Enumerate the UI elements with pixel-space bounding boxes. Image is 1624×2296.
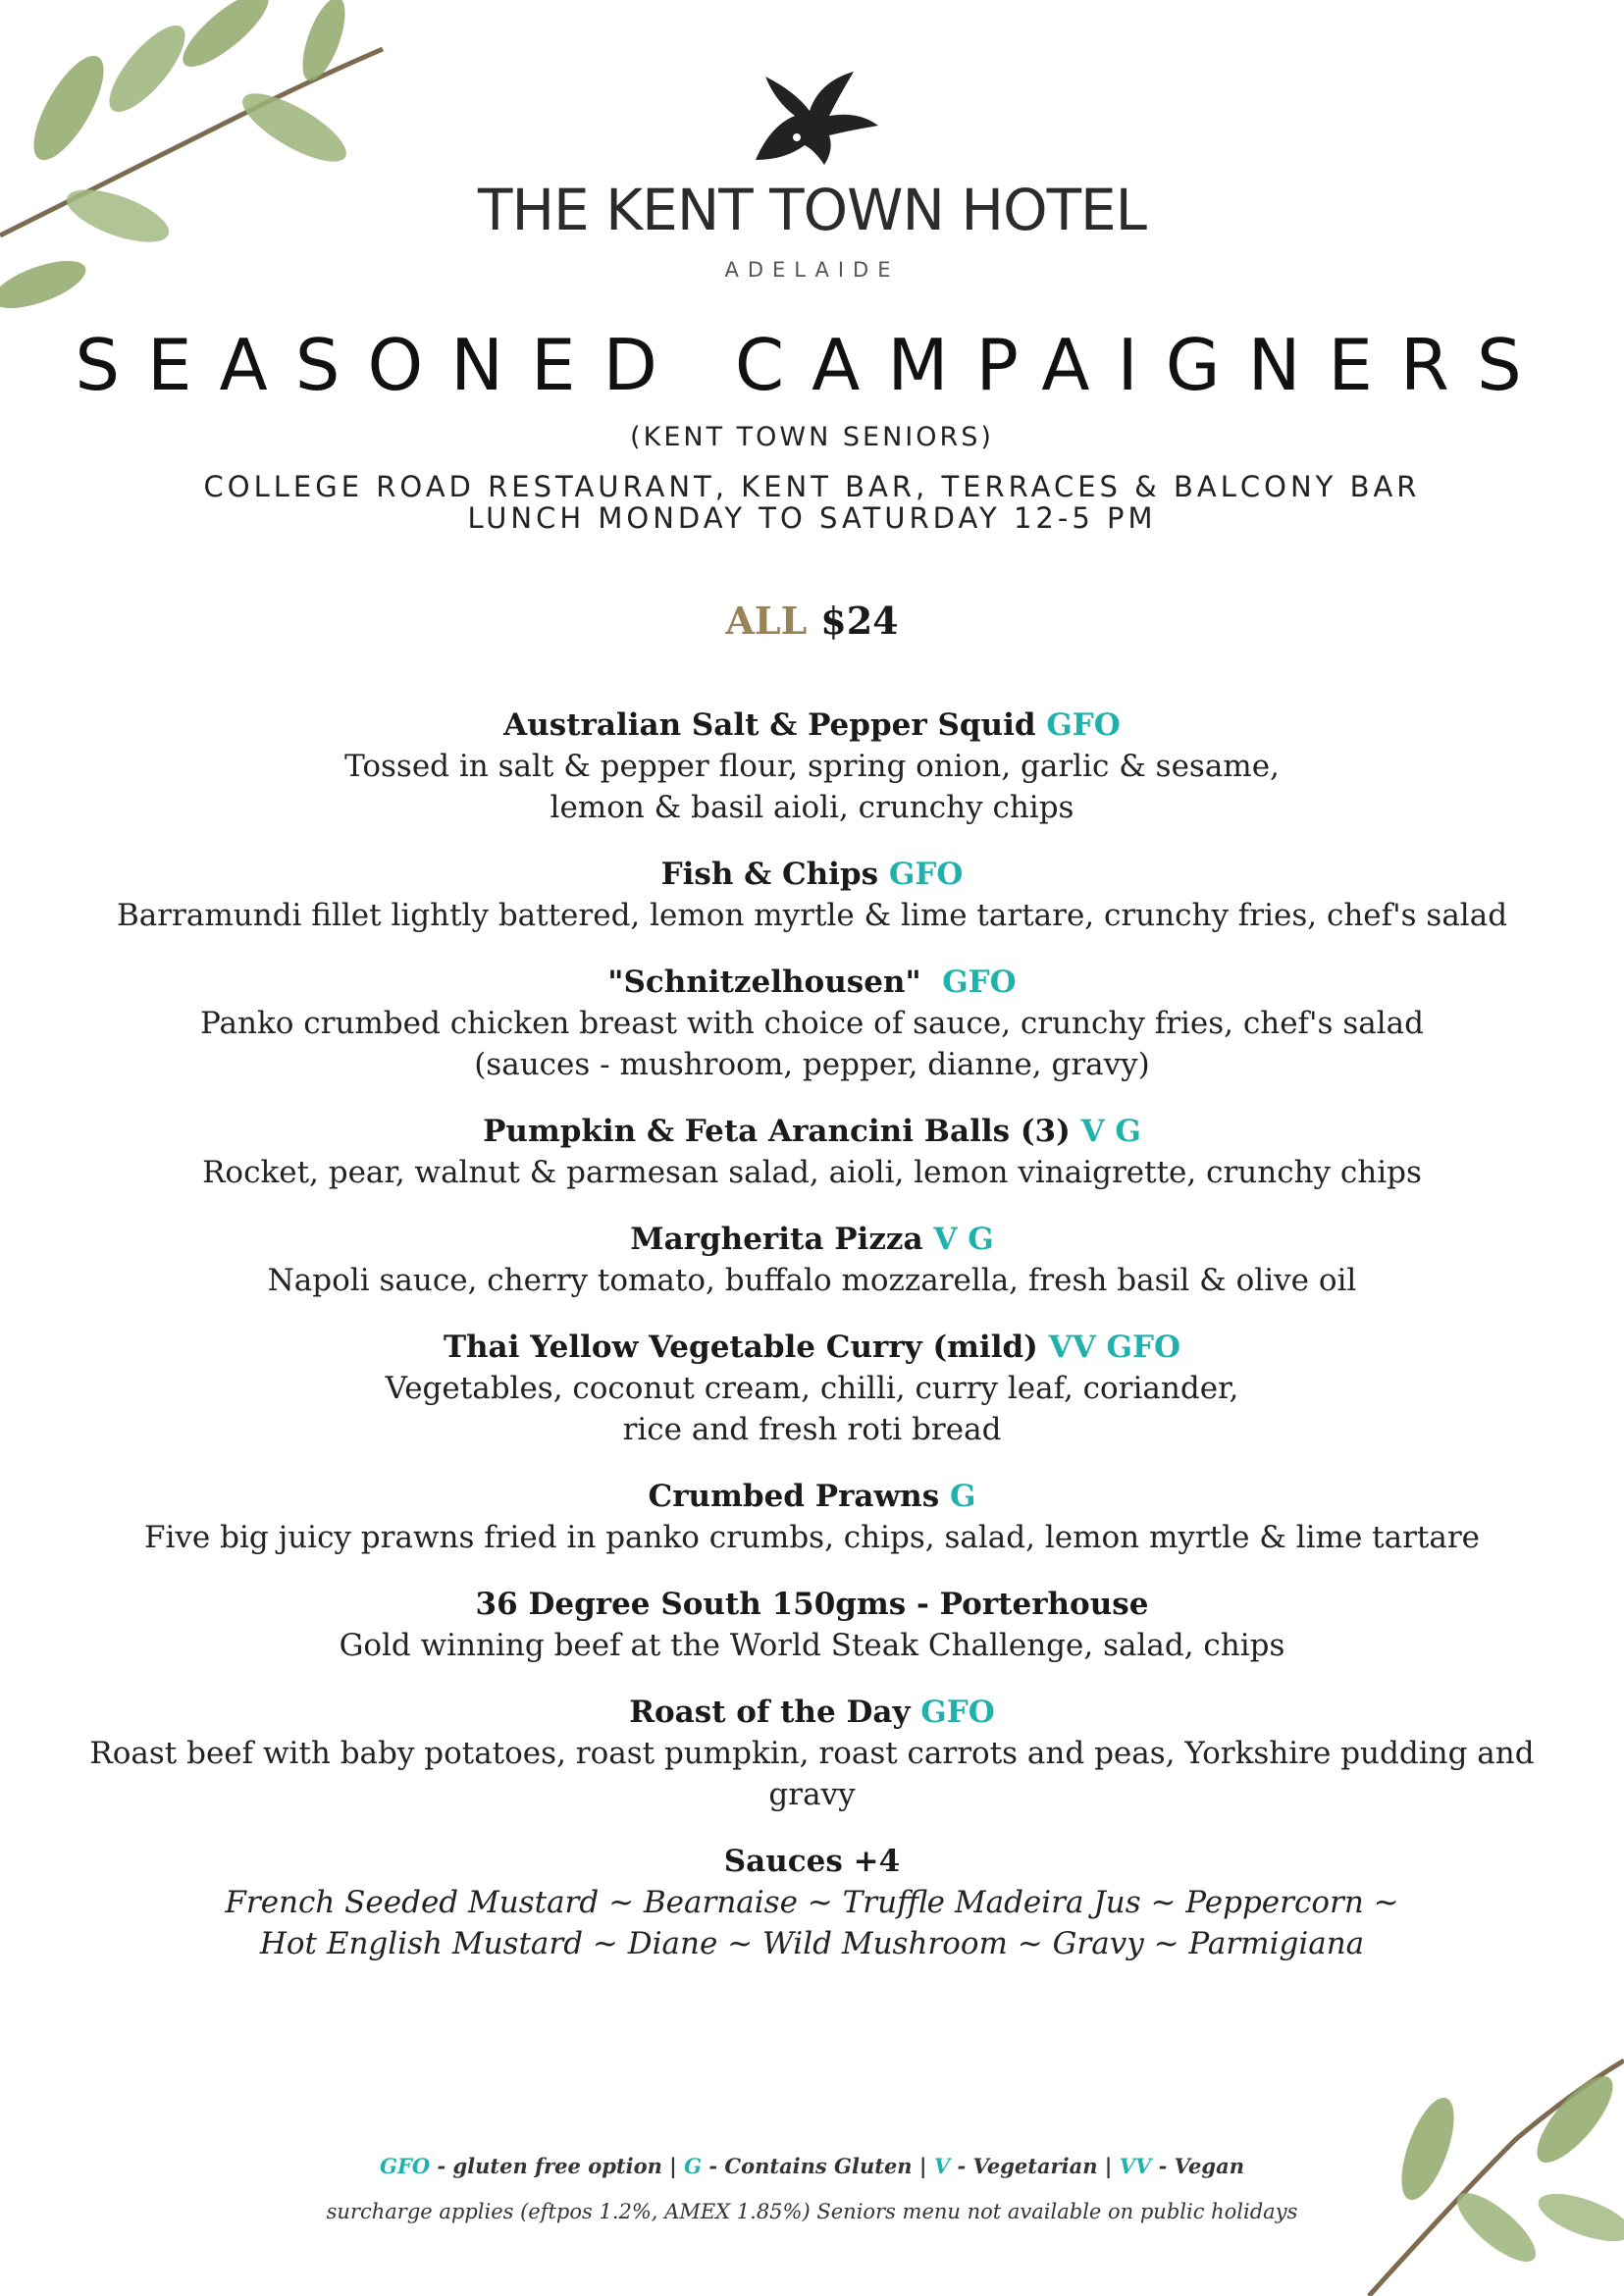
sauces-section	[39, 1841, 1585, 1964]
item-description: Rocket, pear, walnut & parmesan salad, aioli, lemon vinaigrette, crunchy chips	[202, 1155, 1422, 1190]
menu-item	[39, 704, 1585, 828]
dietary-tag: V G	[933, 1222, 994, 1257]
legend-gfo: GFO	[380, 2154, 431, 2178]
menu-title: SEASONED CAMPAIGNERS	[75, 324, 1549, 406]
hotel-name: THE KENT TOWN HOTEL	[478, 177, 1146, 243]
menu-item	[39, 1476, 1585, 1558]
item-name: 36 Degree South 150gms - Porterhouse	[475, 1587, 1149, 1622]
dietary-tag: GFO	[920, 1695, 995, 1730]
hours-line: LUNCH MONDAY TO SATURDAY 12-5 PM	[467, 501, 1157, 535]
legend-vv: VV	[1119, 2154, 1152, 2178]
legend-v-text: - Vegetarian |	[957, 2154, 1113, 2178]
sauces-line: Hot English Mustard ~ Diane ~ Wild Mushroom ~ Gravy ~ Parmigiana	[259, 1926, 1365, 1961]
dietary-tag: V G	[1080, 1114, 1141, 1149]
dietary-tag: GFO	[1046, 707, 1121, 743]
dietary-tag: G	[949, 1479, 976, 1514]
surcharge-note: surcharge applies (eftpos 1.2%, AMEX 1.85%) Seniors menu not available on public holidays	[326, 2200, 1298, 2223]
legend-vv-text: - Vegan	[1158, 2154, 1244, 2178]
sauces-line: French Seeded Mustard ~ Bearnaise ~ Truffle Madeira Jus ~ Peppercorn ~	[225, 1885, 1399, 1920]
price-value: $24	[820, 599, 899, 643]
menu-item	[39, 1692, 1585, 1815]
item-description: Five big juicy prawns fried in panko crumbs, chips, salad, lemon myrtle & lime tartare	[143, 1520, 1481, 1555]
legend-g: G	[684, 2154, 703, 2178]
item-name: Roast of the Day	[629, 1695, 911, 1730]
price-line	[0, 599, 1624, 643]
item-description: Napoli sauce, cherry tomato, buffalo mozzarella, fresh basil & olive oil	[267, 1263, 1357, 1298]
item-name: "Schnitzelhousen"	[607, 965, 921, 1000]
menu-item	[39, 1111, 1585, 1193]
phoenix-bird-logo-icon	[736, 67, 883, 170]
venues-line: COLLEGE ROAD RESTAURANT, KENT BAR, TERRACES & BALCONY BAR	[203, 470, 1421, 503]
item-description: Panko crumbed chicken breast with choice of sauce, crunchy fries, chef's salad	[200, 1006, 1424, 1041]
menu-items	[39, 704, 1585, 1990]
item-name: Thai Yellow Vegetable Curry (mild)	[443, 1330, 1038, 1365]
item-description: Tossed in salt & pepper flour, spring onion, garlic & sesame,	[344, 749, 1280, 784]
item-name: Australian Salt & Pepper Squid	[503, 707, 1036, 743]
menu-item	[39, 1327, 1585, 1450]
dietary-legend	[0, 2154, 1624, 2178]
venue-hours-block	[0, 471, 1624, 534]
item-description: Gold winning beef at the World Steak Challenge, salad, chips	[339, 1628, 1285, 1663]
menu-item	[39, 962, 1585, 1085]
item-description: Vegetables, coconut cream, chilli, curry leaf, coriander,	[385, 1371, 1239, 1406]
sauces-title: Sauces +4	[723, 1844, 901, 1879]
item-description: lemon & basil aioli, crunchy chips	[550, 790, 1074, 825]
price-label: ALL	[725, 599, 808, 643]
item-name: Crumbed Prawns	[648, 1479, 940, 1514]
legend-g-text: - Contains Gluten |	[708, 2154, 927, 2178]
item-description: (sauces - mushroom, pepper, dianne, gravy)	[474, 1047, 1150, 1082]
item-name: Pumpkin & Feta Arancini Balls (3)	[483, 1114, 1071, 1149]
legend-gfo-text: - gluten free option |	[437, 2154, 677, 2178]
item-description: rice and fresh roti bread	[622, 1412, 1002, 1447]
legend-v: V	[933, 2154, 951, 2178]
item-name: Fish & Chips	[660, 857, 879, 892]
item-description: Roast beef with baby potatoes, roast pumpkin, roast carrots and peas, Yorkshire pudding and	[89, 1736, 1535, 1771]
menu-item	[39, 1584, 1585, 1666]
dietary-tag: GFO	[942, 965, 1017, 1000]
menu-item	[39, 854, 1585, 936]
item-description: gravy	[768, 1777, 856, 1812]
item-name: Margherita Pizza	[630, 1222, 923, 1257]
item-description: Barramundi fillet lightly battered, lemon myrtle & lime tartare, crunchy fries, chef's salad	[116, 898, 1508, 933]
menu-item	[39, 1219, 1585, 1301]
hotel-city: ADELAIDE	[724, 258, 900, 282]
menu-subtitle: (KENT TOWN SENIORS)	[630, 422, 994, 452]
dietary-tag: VV GFO	[1048, 1330, 1181, 1365]
dietary-tag: GFO	[888, 857, 964, 892]
